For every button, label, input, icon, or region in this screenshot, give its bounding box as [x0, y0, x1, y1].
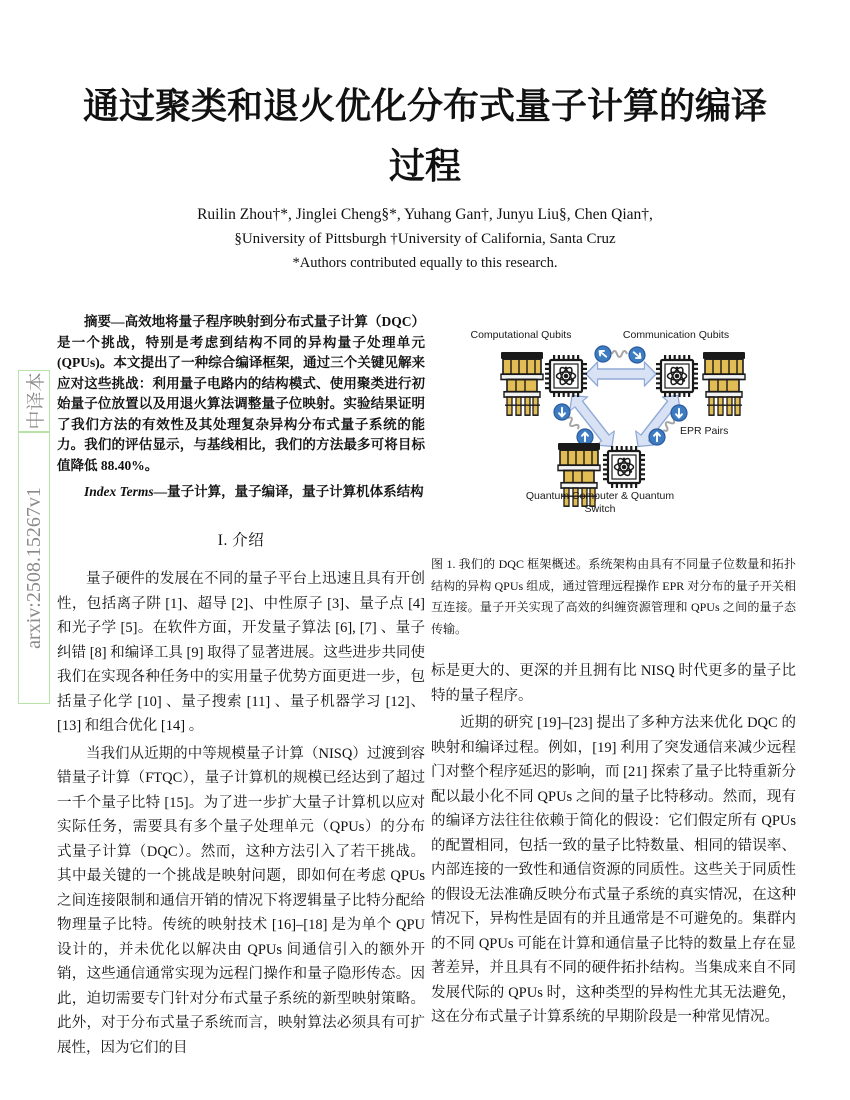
- refrigerator-icon: [703, 352, 745, 415]
- figure-1-caption: 图 1. 我们的 DQC 框架概述。系统架构由具有不同量子位数量和拓扑结构的异构 QPUs 组成，通过管理远程操作 EPR 对分布的量子开关相互连接。量子开关实现了高效的纠缠资源管理和 QPUs 之间的量子态传输。: [431, 557, 796, 636]
- epr-qubit-icon: [577, 429, 593, 445]
- left-column: [57, 312, 425, 1063]
- right-column-body: [431, 659, 796, 1030]
- label-epr-pairs: EPR Pairs: [680, 425, 729, 437]
- epr-qubit-icon: [649, 429, 665, 445]
- index-terms-label: Index Terms: [84, 484, 154, 499]
- quantum-chip-icon: [659, 358, 696, 395]
- right-column: [431, 318, 796, 1033]
- intro-paragraph-2: 当我们从近期的中等规模量子计算（NISQ）过渡到容错量子计算（FTQC），量子计算机的规模已经达到了超过一千个量子比特 [15]。为了进一步扩大量子计算机以应对实际任务，需要具有多个量子处理单元（QPUs）的分布式量子计算（DQC）。然而，这种方法引入了若干挑战。其中最关键的一个挑战是映射问题，即如何在考虑 QPUs 之间连接限制和通信开销的情况下将逻辑量子比特分配给物理量子比特。传统的映射技术 [16]–[18] 是为单个 QPU 设计的，并未优化以解决由 QPUs 间通信引入的额外开销，这些通信通常实现为远程门操作和量子隐形传态。因此，迫切需要专门针对分布式量子系统的新型映射策略。此外，对于分布式量子系统而言，映射算法必须具有可扩展性，因为它们的目: [57, 745, 425, 1056]
- contribution-note: *Authors contributed equally to this research.: [292, 255, 558, 271]
- paper-title-line1: 通过聚类和退火优化分布式量子计算的编译: [82, 86, 767, 126]
- authors-line: Ruilin Zhou†*, Jinglei Cheng§*, Yuhang Gan†, Junyu Liu§, Chen Qian†,: [197, 206, 653, 223]
- refrigerator-icon: [501, 352, 543, 415]
- figure-1-dqc-framework: [431, 329, 796, 547]
- epr-qubit-icon: [592, 343, 615, 366]
- epr-qubit-icon: [671, 405, 687, 421]
- label-computational-qubits: Computational Qubits: [470, 329, 572, 341]
- paper-title: [0, 76, 850, 196]
- affiliations-line: §University of Pittsburgh †University of California, Santa Cruz: [234, 231, 616, 247]
- translation-vertical-label: 中译本: [18, 370, 50, 432]
- index-terms: [57, 482, 425, 502]
- intro-paragraph-1: 量子硬件的发展在不同的量子平台上迅速且具有开创性，包括离子阱 [1]、超导 [2]、中性原子 [3]、量子点 [4] 和光子学 [5]。在软件方面，开发量子算法 [6], [7] 、量子纠错 [8] 和编译工具 [9] 取得了显著进展。这些进步共同使我们在实现各种任务中的实用量子优势方面更进一步，包括量子化学 [10] 、量子搜索 [11] 、量子机器学习 [12]、[13] 和组合优化 [14] 。: [57, 571, 425, 734]
- label-communication-qubits: Communication Qubits: [622, 329, 730, 341]
- quantum-chip-icon: [606, 449, 643, 486]
- abstract-text: 摘要—高效地将量子程序映射到分布式量子计算（DQC）是一个挑战，特别是考虑到结构不同的异构量子处理单元 (QPUs)。本文提出了一种综合编译框架，通过三个关键见解来应对这些挑战：利用量子电路内的结构模式、使用聚类进行初始量子位放置以及用退火算法调整量子位映射。实验结果证明了我们方法的有效性及其处理复杂异构分布式量子系统的能力。我们的评估显示，与基线相比，我们的方法最多可将目标值降低 88.40%。: [57, 314, 425, 473]
- label-quantum-switch: Quantum Computer & Quantum Switch: [525, 490, 675, 515]
- index-terms-text: —量子计算，量子编译，量子计算机体系结构: [153, 484, 424, 499]
- quantum-chip-icon: [548, 358, 585, 395]
- intro-paragraph-3: 近期的研究 [19]–[23] 提出了多种方法来优化 DQC 的映射和编译过程。例如，[19] 利用了突发通信来减少远程门对整个程序延迟的影响，而 [21] 探索了量子比特重新分配以最小化不同 QPUs 之间的量子比特移动。然而，现有的编译方法往往依赖于简化的假设：它们假定所有 QPUs 的配置相同，包括一致的量子比特数量、相同的错误率、内部连接的一致性和通信资源的同质性。这些关于同质性的假设无法准确反映分布式量子系统的真实情况，在这种情况下，异构性是固有的并且通常是不可避免的。集群内的不同 QPUs 可能在计算和通信量子比特的数量上存在显著差异，并且具有不同的硬件拓扑结构。当集成来自不同发展代际的 QPUs 时，这种类型的异构性尤其无法避免，这在分布式量子计算系统的早期阶段是一种常见情况。: [431, 715, 796, 1025]
- epr-qubit-icon: [554, 404, 570, 420]
- intro-paragraph-2-continued: 标是更大的、更深的并且拥有比 NISQ 时代更多的量子比特的量子程序。: [431, 663, 796, 704]
- arxiv-id-vertical-label: arxiv:2508.15267v1: [18, 432, 50, 704]
- section-heading-introduction: I. 介绍: [217, 532, 265, 549]
- paper-title-line2: 过程: [388, 146, 461, 186]
